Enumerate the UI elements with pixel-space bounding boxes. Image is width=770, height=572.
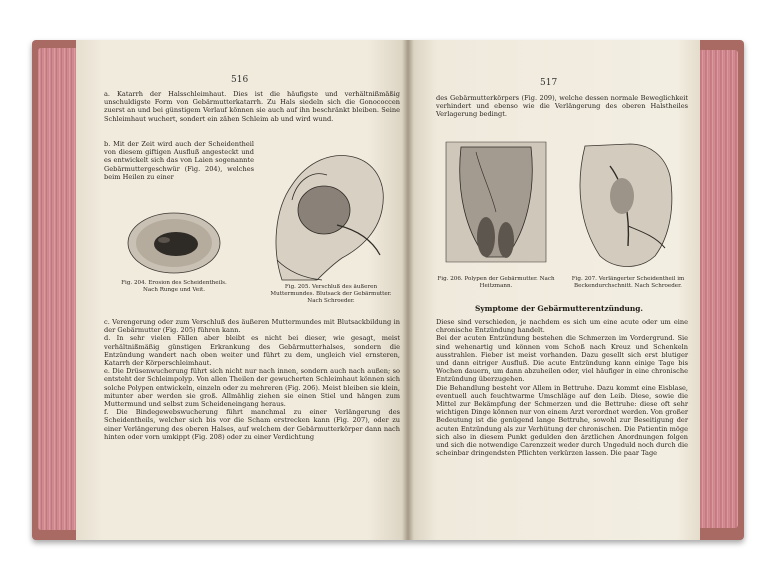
figure-207-illustration [570,136,686,274]
left-body-text: c. Verengerung oder zum Verschluß des äußeren Muttermundes mit Blutsackbildung in der Gebärmutter (Fig. 205) führen kann. d. In sehr vielen Fällen aber bleibt es nicht bei dieser, wie gesagt, meist verhältnißmäßig günstigen Erkrankung des Gebärmutterhalses, sondern die Entzündung wandert nach oben weiter und führt zu dem, ungleich viel ernsteren, Katarrh der Körperschleimhaut. e. Die Drüsenwucherung führt sich nicht nur nach innen, sondern auch nach außen; so entsteht der Schleimpolyp. Von allen Theilen der gewucherten Schleimhaut können sich solche Polypen entwickeln, einzeln oder zu mehreren (Fig. 206). Meist bleiben sie klein, mitunter aber werden sie groß. Allmählig ziehen sie einen Stiel und hängen zum Muttermund und selbst zum Scheideneingang heraus. f. Die Bindegewebswucherung führt manchmal zu einer Verlängerung des Scheidentheils, welcher sich bis vor die Scham erstrecken kann (Fig. 207), oder zu einer Verlängerung des oberen Halses, auf welchem der Gebärmutterkörper dann nach hinten oder vorn umkippt (Fig. 208) oder zu einer Verdichtung [104,318,400,441]
left-page-number: 516 [231,75,249,85]
figure-204-illustration [124,210,224,276]
open-book [32,40,744,540]
right-page-number: 517 [540,78,558,88]
fig-206-caption: Fig. 206. Polypen der Gebärmutter. Nach Heitzmann. [437,276,555,289]
left-intro-text-b: b. Mit der Zeit wird auch der Scheidentheil von diesem giftigen Ausfluß angesteckt und es entwickelt sich das von Laien sogenannte Gebärmuttergeschwür (Fig. 204), welches beim Heilen zu einer [104,140,254,181]
figure-206-illustration [436,132,556,272]
page-edges-right [694,50,738,528]
figure-205-illustration [262,140,400,286]
fig-207-caption: Fig. 207. Verlängerter Scheidentheil im Beckendurchschnitt. Nach Schroeder. [571,276,685,289]
right-page [408,40,700,540]
right-top-text: des Gebärmutterkörpers (Fig. 209), welche dessen normale Beweglichkeit verhindert und ebenso wie die Verlängerung des oberen Halstheiles Verlagerung bedingt. [436,94,688,119]
fig-204-caption: Fig. 204. Erosion des Scheidentheils. Nach Runge und Veit. [121,280,227,293]
book-gutter [402,40,414,540]
left-page [76,40,408,540]
right-section-text: Diese sind verschieden, je nachdem es sich um eine acute oder um eine chronische Entzündung handelt. Bei der acuten Entzündung bestehen die Schmerzen im Vordergrund. Sie sind wehenartig und können vom Schoß nach Kreuz und Schenkeln ausstrahlen. Fieber ist meist vorhanden. Dazu gesellt sich erst blutiger und dann eitriger Ausfluß. Die acute Entzündung kann einige Tage bis Wochen dauern, um dann abzuheilen oder, viel häufiger in eine chronische Entzündung überzugehen. Die Behandlung besteht vor Allem in Bettruhe. Dazu kommt eine Eisblase, eventuell auch feuchtwarme Umschläge auf den Leib. Diese, sowie die Mittel zur Bekämpfung der Schmerzen und die Bettruhe: diese oft sehr wichtigen Dinge können nur von einem Arzt verordnet werden. Von großer Bedeutung ist die genügend lange Bettruhe, sowohl zur Beseitigung der acuten Entzündung als zur Verhütung der chronischen. Die Patientin möge sich also in diesem Punkt gedulden den ärztlichen Anordnungen folgen und sich die notwendige Carenzzeit weder durch Ungeduld noch durch die scheinbar dringendsten Pflichten verkürzen lassen. Die paar Tage [436,318,688,458]
left-intro-text: a. Katarrh der Halsschleimhaut. Dies ist die häufigste und verhältnißmäßig unschuldigste Form von Gebärmutterkatarrh. Zu Hals siedeln sich die Gonococcen zuerst an und bei günstigem Verlauf können sie auch auf ihn beschränkt bleiben. Seine Schleimhaut wuchert, sondert ein zähen Schleim ab und wird wund. [104,90,400,123]
section-heading: Symptome der Gebärmutterentzündung. [475,304,643,313]
fig-205-caption: Fig. 205. Verschluß des äußeren Muttermundes. Blutsack der Gebärmutter. Nach Schroeder. [270,284,392,304]
